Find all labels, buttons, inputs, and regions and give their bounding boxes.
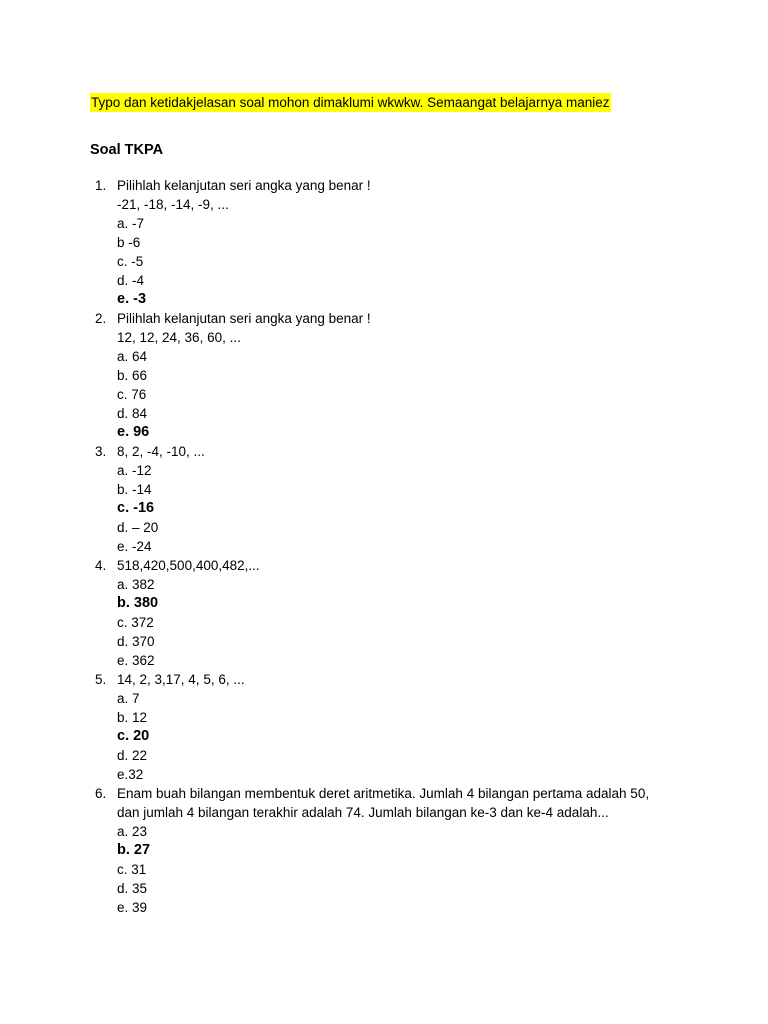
question-item bbox=[90, 176, 710, 309]
question-item bbox=[90, 442, 710, 556]
question-text: Pilihlah kelanjutan seri angka yang benar ! bbox=[117, 311, 371, 326]
question-text: Pilihlah kelanjutan seri angka yang benar ! bbox=[117, 178, 371, 193]
answer-option-correct: e. 96 bbox=[117, 424, 150, 440]
answer-option-correct: e. -3 bbox=[117, 291, 147, 307]
question-list bbox=[90, 176, 710, 917]
question-text: Enam buah bilangan membentuk deret aritmetika. Jumlah 4 bilangan pertama adalah 50, bbox=[117, 786, 650, 801]
question-item bbox=[90, 670, 710, 784]
answer-option: d. 84 bbox=[117, 406, 148, 421]
answer-option: d. -4 bbox=[117, 273, 145, 288]
answer-option-correct: c. -16 bbox=[117, 500, 155, 516]
answer-options bbox=[117, 689, 710, 784]
question-number: 6. bbox=[95, 786, 107, 801]
answer-option: a. 64 bbox=[117, 349, 148, 364]
answer-option: a. 7 bbox=[117, 691, 140, 706]
answer-option: e. 39 bbox=[117, 900, 148, 915]
answer-option: c. 31 bbox=[117, 862, 147, 877]
question-text: 8, 2, -4, -10, ... bbox=[117, 444, 205, 459]
question-text: 518,420,500,400,482,... bbox=[117, 558, 260, 573]
answer-option: c. 372 bbox=[117, 615, 154, 630]
page-title: Soal TKPA bbox=[90, 142, 164, 158]
question-text: dan jumlah 4 bilangan terakhir adalah 74. Jumlah bilangan ke-3 dan ke-4 adalah... bbox=[117, 805, 609, 820]
answer-option: d. 35 bbox=[117, 881, 148, 896]
answer-option: c. 76 bbox=[117, 387, 147, 402]
question-item bbox=[90, 556, 710, 670]
answer-options bbox=[117, 461, 710, 556]
answer-options bbox=[117, 822, 710, 917]
answer-option: b. 66 bbox=[117, 368, 148, 383]
answer-option: d. 370 bbox=[117, 634, 155, 649]
answer-options bbox=[117, 347, 710, 442]
answer-option-correct: b. 27 bbox=[117, 842, 151, 858]
question-number: 4. bbox=[95, 558, 107, 573]
answer-option-correct: b. 380 bbox=[117, 595, 159, 611]
answer-option: b. -14 bbox=[117, 482, 152, 497]
answer-option: a. -12 bbox=[117, 463, 152, 478]
answer-option: d. 22 bbox=[117, 748, 148, 763]
question-text: 12, 12, 24, 36, 60, ... bbox=[117, 330, 241, 345]
question-text: 14, 2, 3,17, 4, 5, 6, ... bbox=[117, 672, 245, 687]
answer-option: a. 23 bbox=[117, 824, 148, 839]
question-number: 3. bbox=[95, 444, 107, 459]
question-item bbox=[90, 784, 710, 917]
answer-option: c. -5 bbox=[117, 254, 144, 269]
answer-option: b. 12 bbox=[117, 710, 148, 725]
answer-option: e.32 bbox=[117, 767, 144, 782]
answer-option: e. 362 bbox=[117, 653, 155, 668]
question-number: 2. bbox=[95, 311, 107, 326]
answer-option: e. -24 bbox=[117, 539, 152, 554]
question-text: -21, -18, -14, -9, ... bbox=[117, 197, 229, 212]
answer-options bbox=[117, 575, 710, 670]
answer-option: a. 382 bbox=[117, 577, 155, 592]
answer-option: a. -7 bbox=[117, 216, 145, 231]
answer-options bbox=[117, 214, 710, 309]
question-item bbox=[90, 309, 710, 442]
question-number: 5. bbox=[95, 672, 107, 687]
highlighted-notice: Typo dan ketidakjelasan soal mohon dimaklumi wkwkw. Semaangat belajarnya maniez bbox=[91, 95, 610, 110]
answer-option-correct: c. 20 bbox=[117, 728, 150, 744]
answer-option: b -6 bbox=[117, 235, 141, 250]
answer-option: d. – 20 bbox=[117, 520, 159, 535]
document-page bbox=[90, 93, 710, 917]
question-number: 1. bbox=[95, 178, 107, 193]
